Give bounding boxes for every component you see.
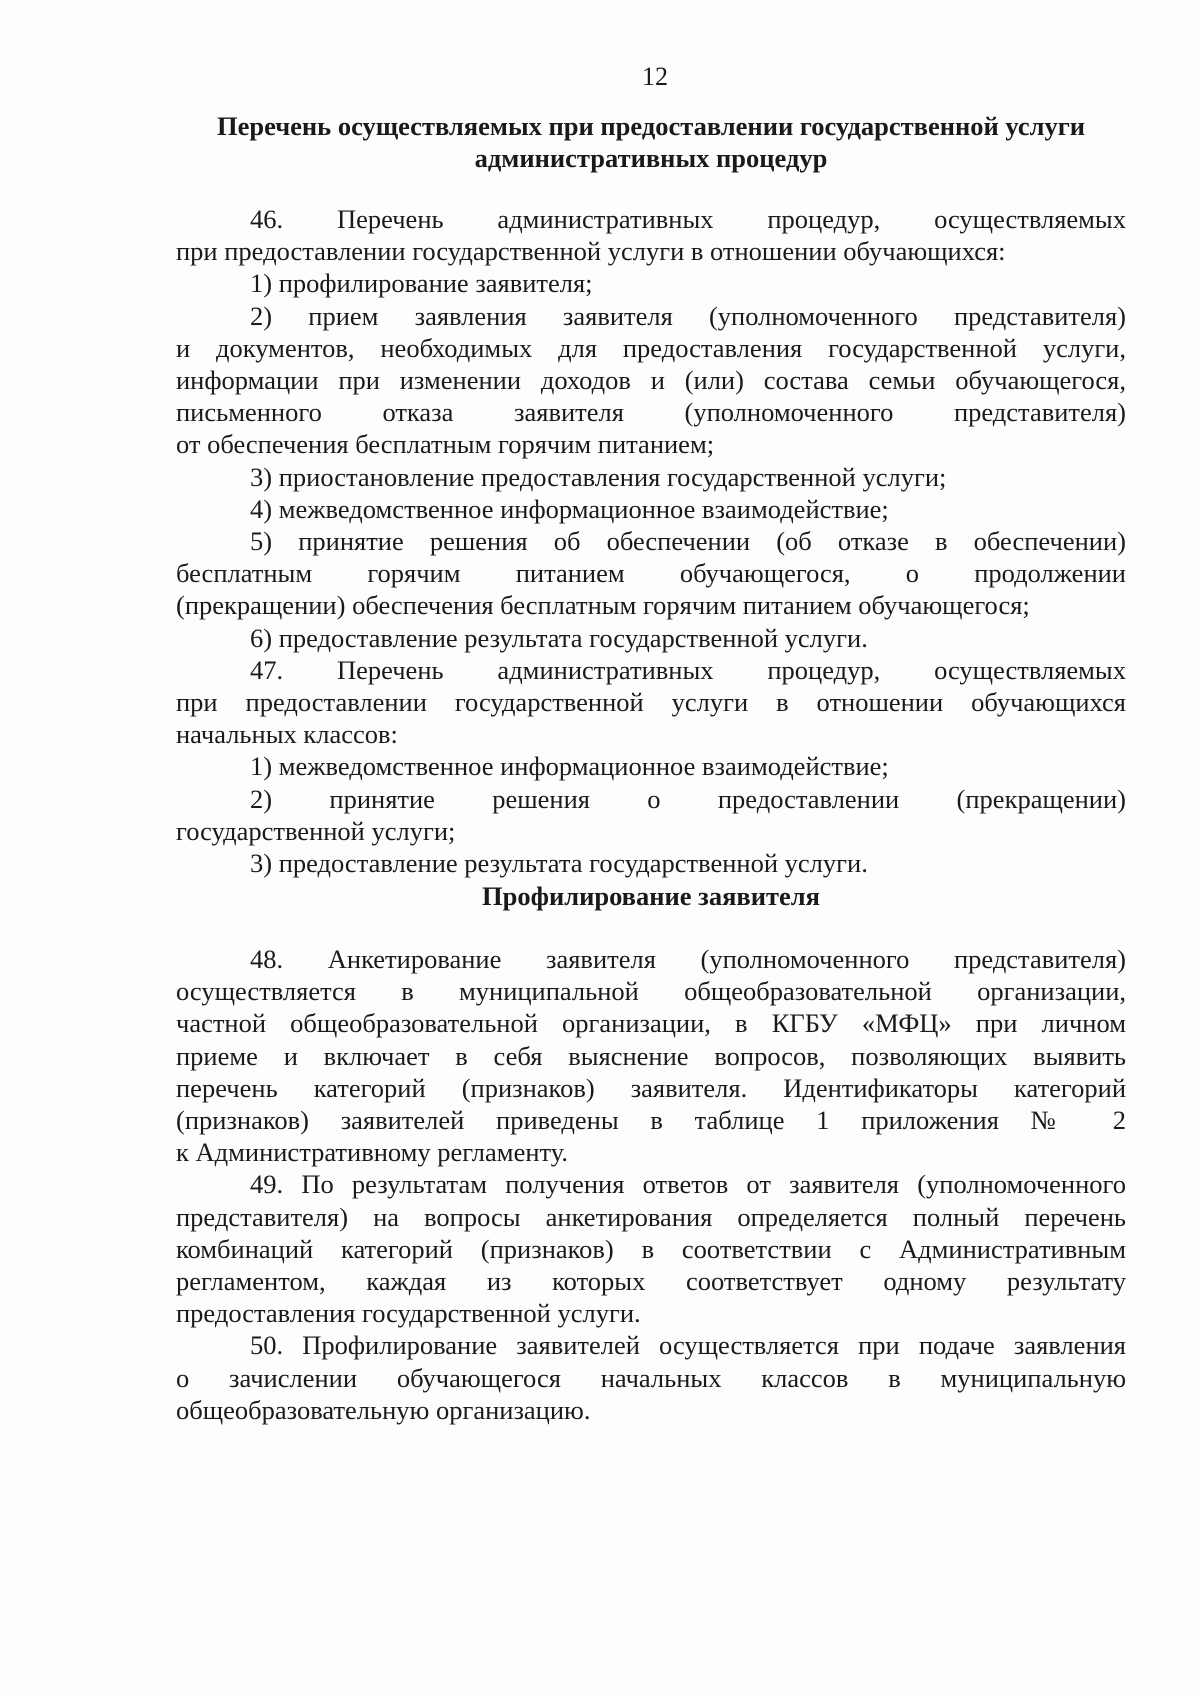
paragraph-50-line-2: о зачислении обучающегося начальных классов в муниципальную bbox=[176, 1362, 1126, 1393]
heading-line-2: административных процедур bbox=[474, 143, 828, 174]
page-number: 12 bbox=[642, 62, 668, 91]
paragraph-47-line-3: начальных классов: bbox=[176, 719, 398, 750]
list-item-46-2-line-2: и документов, необходимых для предоставления государственной услуги, bbox=[176, 332, 1126, 363]
list-item-47-3: 3) предоставление результата государственной услуги. bbox=[250, 848, 868, 879]
list-item-46-4: 4) межведомственное информационное взаимодействие; bbox=[250, 493, 889, 524]
section-heading-profiling bbox=[176, 880, 1126, 912]
list-item-46-5-line-3: (прекращении) обеспечения бесплатным горячим питанием обучающегося; bbox=[176, 590, 1030, 621]
paragraph-48-line-1: 48. Анкетирование заявителя (уполномоченного представителя) bbox=[250, 944, 1126, 974]
list-item-46-5-line-1: 5) принятие решения об обеспечении (об отказе в обеспечении) bbox=[250, 526, 1126, 557]
list-item-47-2-line-2: государственной услуги; bbox=[176, 815, 456, 846]
paragraph-48-line-2: осуществляется в муниципальной общеобразовательной организации, bbox=[176, 976, 1126, 1007]
paragraph-48-line-6: (признаков) заявителей приведены в таблице 1 приложения № 2 bbox=[176, 1105, 1126, 1136]
heading-profiling: Профилирование заявителя bbox=[482, 881, 820, 911]
profiling-body bbox=[176, 943, 1126, 1426]
paragraph-49-line-1: 49. По результатам получения ответов от заявителя (уполномоченного bbox=[250, 1169, 1126, 1200]
paragraph-46-line-2: при предоставлении государственной услуги в отношении обучающихся: bbox=[176, 236, 1006, 267]
list-item-46-2-line-4: письменного отказа заявителя (уполномоченного представителя) bbox=[176, 397, 1126, 428]
paragraph-47-line-1: 47. Перечень административных процедур, осуществляемых bbox=[250, 654, 1126, 685]
paragraph-49-line-4: регламентом, каждая из которых соответствует одному результату bbox=[176, 1266, 1126, 1297]
list-item-46-3: 3) приостановление предоставления государственной услуги; bbox=[250, 461, 947, 492]
list-item-46-5-line-2: бесплатным горячим питанием обучающегося, о продолжении bbox=[176, 558, 1126, 589]
paragraph-50-line-3: общеобразовательную организацию. bbox=[176, 1394, 591, 1425]
paragraph-48-line-4: приеме и включает в себя выяснение вопросов, позволяющих выявить bbox=[176, 1040, 1126, 1071]
paragraph-47-line-2: при предоставлении государственной услуги в отношении обучающихся bbox=[176, 687, 1126, 718]
heading-line-1: Перечень осуществляемых при предоставлении государственной услуги bbox=[216, 111, 1086, 141]
list-item-46-6: 6) предоставление результата государственной услуги. bbox=[250, 622, 868, 653]
procedures-body bbox=[176, 203, 1126, 879]
paragraph-49-line-5: предоставления государственной услуги. bbox=[176, 1298, 641, 1329]
paragraph-48-line-5: перечень категорий (признаков) заявителя. Идентификаторы категорий bbox=[176, 1072, 1126, 1103]
list-item-47-1: 1) межведомственное информационное взаимодействие; bbox=[250, 751, 889, 782]
paragraph-49-line-3: комбинаций категорий (признаков) в соответствии с Административным bbox=[176, 1233, 1126, 1264]
section-heading-procedures bbox=[176, 110, 1126, 174]
paragraph-48-line-3: частной общеобразовательной организации, в КГБУ «МФЦ» при личном bbox=[176, 1008, 1126, 1039]
list-item-46-2-line-5: от обеспечения бесплатным горячим питанием; bbox=[176, 429, 715, 460]
paragraph-46-line-1: 46. Перечень административных процедур, осуществляемых bbox=[250, 204, 1126, 234]
paragraph-50-line-1: 50. Профилирование заявителей осуществляется при подаче заявления bbox=[250, 1330, 1126, 1361]
paragraph-49-line-2: представителя) на вопросы анкетирования определяется полный перечень bbox=[176, 1201, 1126, 1232]
list-item-47-2-line-1: 2) принятие решения о предоставлении (прекращении) bbox=[250, 783, 1126, 814]
list-item-46-2-line-1: 2) прием заявления заявителя (уполномоченного представителя) bbox=[250, 300, 1126, 331]
paragraph-48-line-7: к Административному регламенту. bbox=[176, 1137, 568, 1168]
list-item-46-1: 1) профилирование заявителя; bbox=[250, 268, 593, 299]
list-item-46-2-line-3: информации при изменении доходов и (или) состава семьи обучающегося, bbox=[176, 365, 1126, 396]
